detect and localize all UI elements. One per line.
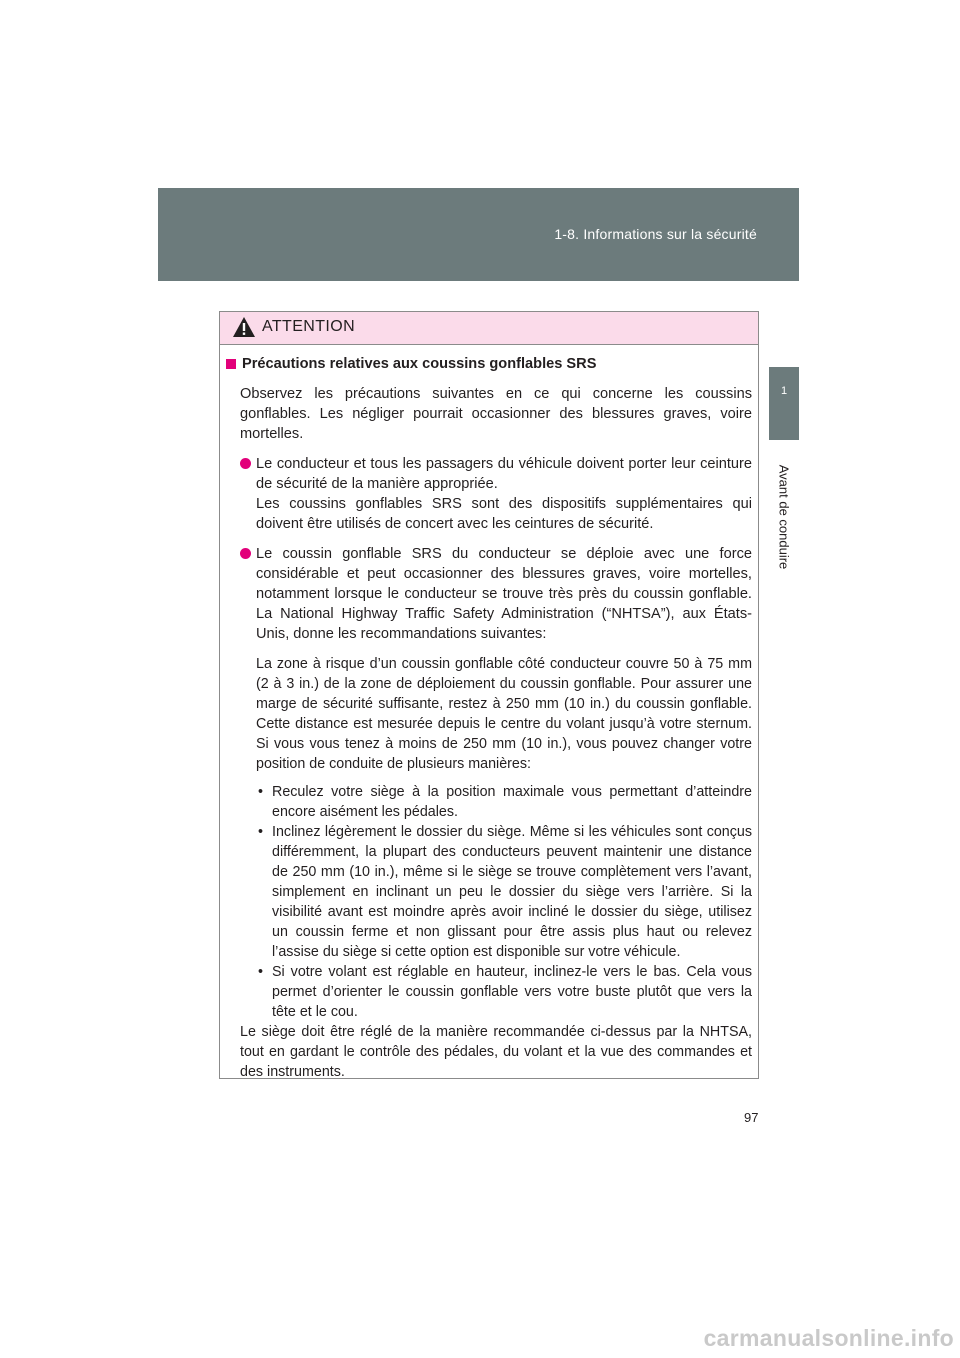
round-bullet-icon <box>240 548 251 559</box>
warning-body <box>220 345 758 1082</box>
warning-header <box>220 312 758 345</box>
warning-triangle-icon <box>232 316 256 338</box>
warning-section-title <box>226 354 752 374</box>
intro-paragraph: Observez les précautions suivantes en ce qui concerne les coussins gonflables. Les négliger pourrait occasionner des blessures graves, voire mortelles. <box>240 386 752 442</box>
section-header-bar <box>158 188 799 281</box>
bullet-item-driver-airbag <box>256 544 752 644</box>
section-title: 1-8. Informations sur la sécurité <box>554 226 757 242</box>
chapter-number: 1 <box>780 385 788 397</box>
chapter-label: Avant de conduire <box>776 464 792 570</box>
closing-paragraph: Le siège doit être réglé de la manière recommandée ci-dessus par la NHTSA, tout en gardant le contrôle des pédales, du volant et la vue des commandes et des instruments. <box>240 1024 752 1080</box>
recommendations-list <box>256 782 752 1022</box>
risk-zone-paragraph: La zone à risque d’un coussin gonflable côté conducteur couvre 50 à 75 mm (2 à 3 in.) de la zone de déploiement du coussin gonflable. Pour assurer une marge de sécurité suffisante, restez à 250 mm (10 in.) du coussin gonflable. Cette distance est mesurée depuis le centre du volant jusqu’à votre sternum. Si vous vous tenez à moins de 250 mm (10 in.), vous pouvez changer votre position de conduite de plusieurs manières: <box>256 656 752 772</box>
bullet1-line2: Les coussins gonflables SRS sont des dispositifs supplémentaires qui doivent être utilisés de concert avec les ceintures de sécurité. <box>256 496 752 532</box>
warning-label: ATTENTION <box>262 318 356 335</box>
bullet1-line1: Le conducteur et tous les passagers du véhicule doivent porter leur ceinture de sécurité de la manière appropriée. <box>256 456 752 492</box>
list-item: • Si votre volant est réglable en hauteur, inclinez-le vers le bas. Cela vous permet d’orienter le coussin gonflable vers votre buste plutôt que vers la tête et le cou. <box>256 962 752 1022</box>
round-bullet-icon <box>240 458 251 469</box>
page-number: 97 <box>744 1110 759 1125</box>
bullet2-text: Le coussin gonflable SRS du conducteur se déploie avec une force considérable et peut occasionner des blessures graves, voire mortelles, notamment lorsque le conducteur se trouve très près du coussin gonflable. La National Highway Traffic Safety Administration (“NHTSA”), aux États-Unis, donne les recommandations suivantes: <box>256 546 752 642</box>
list-item: • Inclinez légèrement le dossier du siège. Même si les véhicules sont conçus différemment, la plupart des conducteurs peuvent maintenir une distance de 250 mm (10 in.), même si le siège se trouve complètement vers l’avant, simplement en inclinant un peu le dossier du siège vers l’arrière. Si la visibilité avant est moindre après avoir incliné le dossier du siège, utilisez un coussin ferme et non glissant pour être assis plus haut ou relevez l’assise du siège si cette option est disponible sur votre véhicule. <box>256 822 752 962</box>
warning-section-title-text: Précautions relatives aux coussins gonflables SRS <box>242 356 597 372</box>
list-item: • Reculez votre siège à la position maximale vous permettant d’atteindre encore aisément les pédales. <box>256 782 752 822</box>
warning-box <box>219 311 759 1079</box>
watermark: carmanualsonline.info <box>703 1325 954 1351</box>
chapter-tab <box>769 367 799 440</box>
square-bullet-icon <box>226 359 236 369</box>
bullet-item-seatbelts <box>256 454 752 534</box>
